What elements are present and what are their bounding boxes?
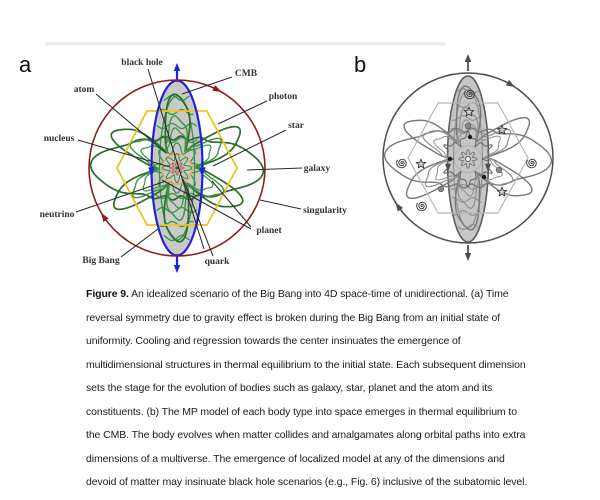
planet-dot-icon: [465, 123, 471, 129]
leader-line: [218, 101, 267, 124]
caption-line: sets the stage for the evolution of bodies such as galaxy, star, planet and the atom and its: [86, 382, 493, 394]
planet-dot-icon: [496, 167, 502, 173]
caption-line: the CMB. The body evolves when matter collides and amalgamates along orbital paths into extra: [86, 429, 526, 441]
body-dot-icon: [468, 135, 472, 139]
figure-top-border: [45, 42, 445, 46]
star-icon: [497, 187, 507, 196]
label-planet: planet: [256, 226, 282, 236]
galaxy-spiral-icon: [397, 159, 407, 168]
label-atom: atom: [73, 85, 95, 95]
diagram-b: [383, 54, 553, 261]
caption-line: multidimensional structures in thermal equilibrium to the initial state. Each subsequent dimension: [86, 358, 526, 371]
center-dot: [466, 157, 471, 162]
caption-line: constituents. (b) The MP model of each body type into space emerges in thermal equilibrium to: [86, 405, 517, 418]
expansion-arrow-icon: [174, 265, 181, 273]
label-neutrino: neutrino: [39, 210, 75, 220]
rotation-arrow-icon: [101, 213, 109, 222]
star-icon: [497, 125, 507, 134]
expansion-arrow-icon: [465, 253, 472, 261]
diagram-a: [40, 58, 348, 273]
expansion-arrow-icon: [465, 54, 472, 62]
expansion-arrow-icon: [174, 63, 181, 71]
rotation-arrow-icon: [212, 85, 221, 92]
planet-dot-icon: [438, 186, 444, 192]
leader-line: [260, 200, 301, 209]
label-photon: photon: [268, 92, 298, 102]
galaxy-spiral-icon: [417, 202, 427, 211]
label-black-hole: black hole: [121, 58, 163, 68]
label-quark: quark: [204, 257, 230, 267]
star-icon: [416, 159, 426, 168]
figure-number: Figure 9.: [86, 288, 129, 300]
rotation-arrow-icon: [506, 80, 515, 87]
caption-line: uniformity. Cooling and regression towards the center insinuates the emergence of: [86, 335, 461, 347]
body-dot-icon: [448, 157, 452, 161]
leader-line: [182, 77, 232, 94]
leader-line: [213, 130, 286, 166]
label-singularity: singularity: [303, 206, 347, 216]
caption-line: dimensions of a multiverse. The emergence of localized model at any of the dimensions and: [86, 452, 505, 465]
caption-line: reversal symmetry due to gravity effect is broken during the Big Bang from an initial state of: [86, 311, 501, 324]
galaxy-spiral-icon: [527, 159, 537, 168]
leader-line: [247, 168, 302, 170]
label-cmb: CMB: [234, 69, 258, 79]
panel-b-tag: b: [354, 52, 367, 77]
label-galaxy: galaxy: [303, 164, 331, 174]
label-big-bang: Big Bang: [82, 256, 120, 266]
label-star: star: [288, 121, 304, 131]
caption-line: Figure 9. An idealized scenario of the Big Bang into 4D space-time of unidirectional. (a) Time: [86, 288, 509, 300]
body-dot-icon: [482, 175, 486, 179]
rotation-arrow-icon: [395, 202, 403, 211]
caption-line: devoid of matter may insinuate black hole scenarios (e.g., Fig. 6) inclusive of the subatomic level.: [86, 476, 528, 488]
panel-a-tag: a: [19, 52, 32, 77]
label-nucleus: nucleus: [43, 134, 75, 144]
figure-caption: [86, 283, 546, 495]
